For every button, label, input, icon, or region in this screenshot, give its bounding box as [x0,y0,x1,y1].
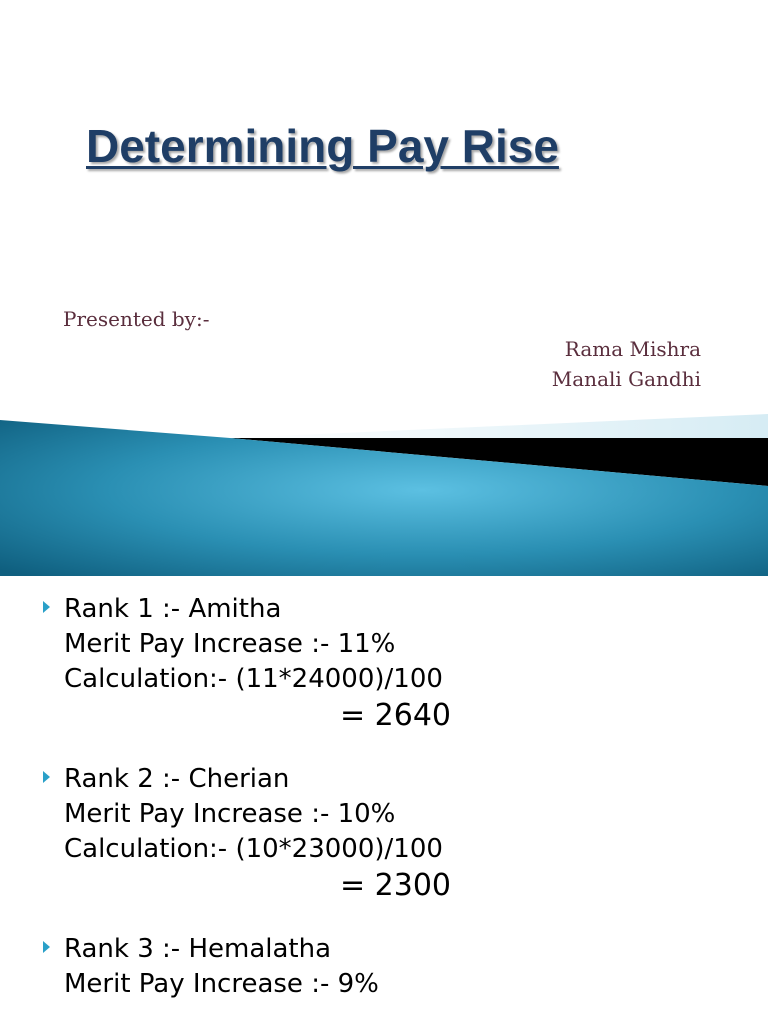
bullet-arrow-icon [43,941,50,953]
content-slide [0,576,768,1024]
merit-line: Merit Pay Increase :- 9% [64,969,379,999]
calculation-line: Calculation:- (11*24000)/100 [64,664,443,694]
merit-line: Merit Pay Increase :- 10% [64,799,396,829]
presented-by-label: Presented by:- [63,307,210,331]
rank-line: Rank 2 :- Cherian [64,764,290,794]
list-item [0,592,768,735]
merit-line: Merit Pay Increase :- 11% [64,629,396,659]
slide-title: Determining Pay Rise [86,120,559,172]
bullet-arrow-icon [43,601,50,613]
rank-line: Rank 3 :- Hemalatha [64,934,332,964]
presenter-name-2: Manali Gandhi [551,367,701,391]
calculation-line: Calculation:- (10*23000)/100 [64,834,443,864]
rank-line: Rank 1 :- Amitha [64,594,282,624]
bullet-arrow-icon [43,771,50,783]
result-line: = 2300 [340,868,452,903]
presenter-name-1: Rama Mishra [564,337,701,361]
rank-list [0,592,768,1024]
result-line: = 2640 [340,698,452,733]
decorative-wave-band [0,400,768,576]
list-item [0,932,768,1002]
list-item [0,762,768,905]
band-light-stripe [230,414,768,438]
